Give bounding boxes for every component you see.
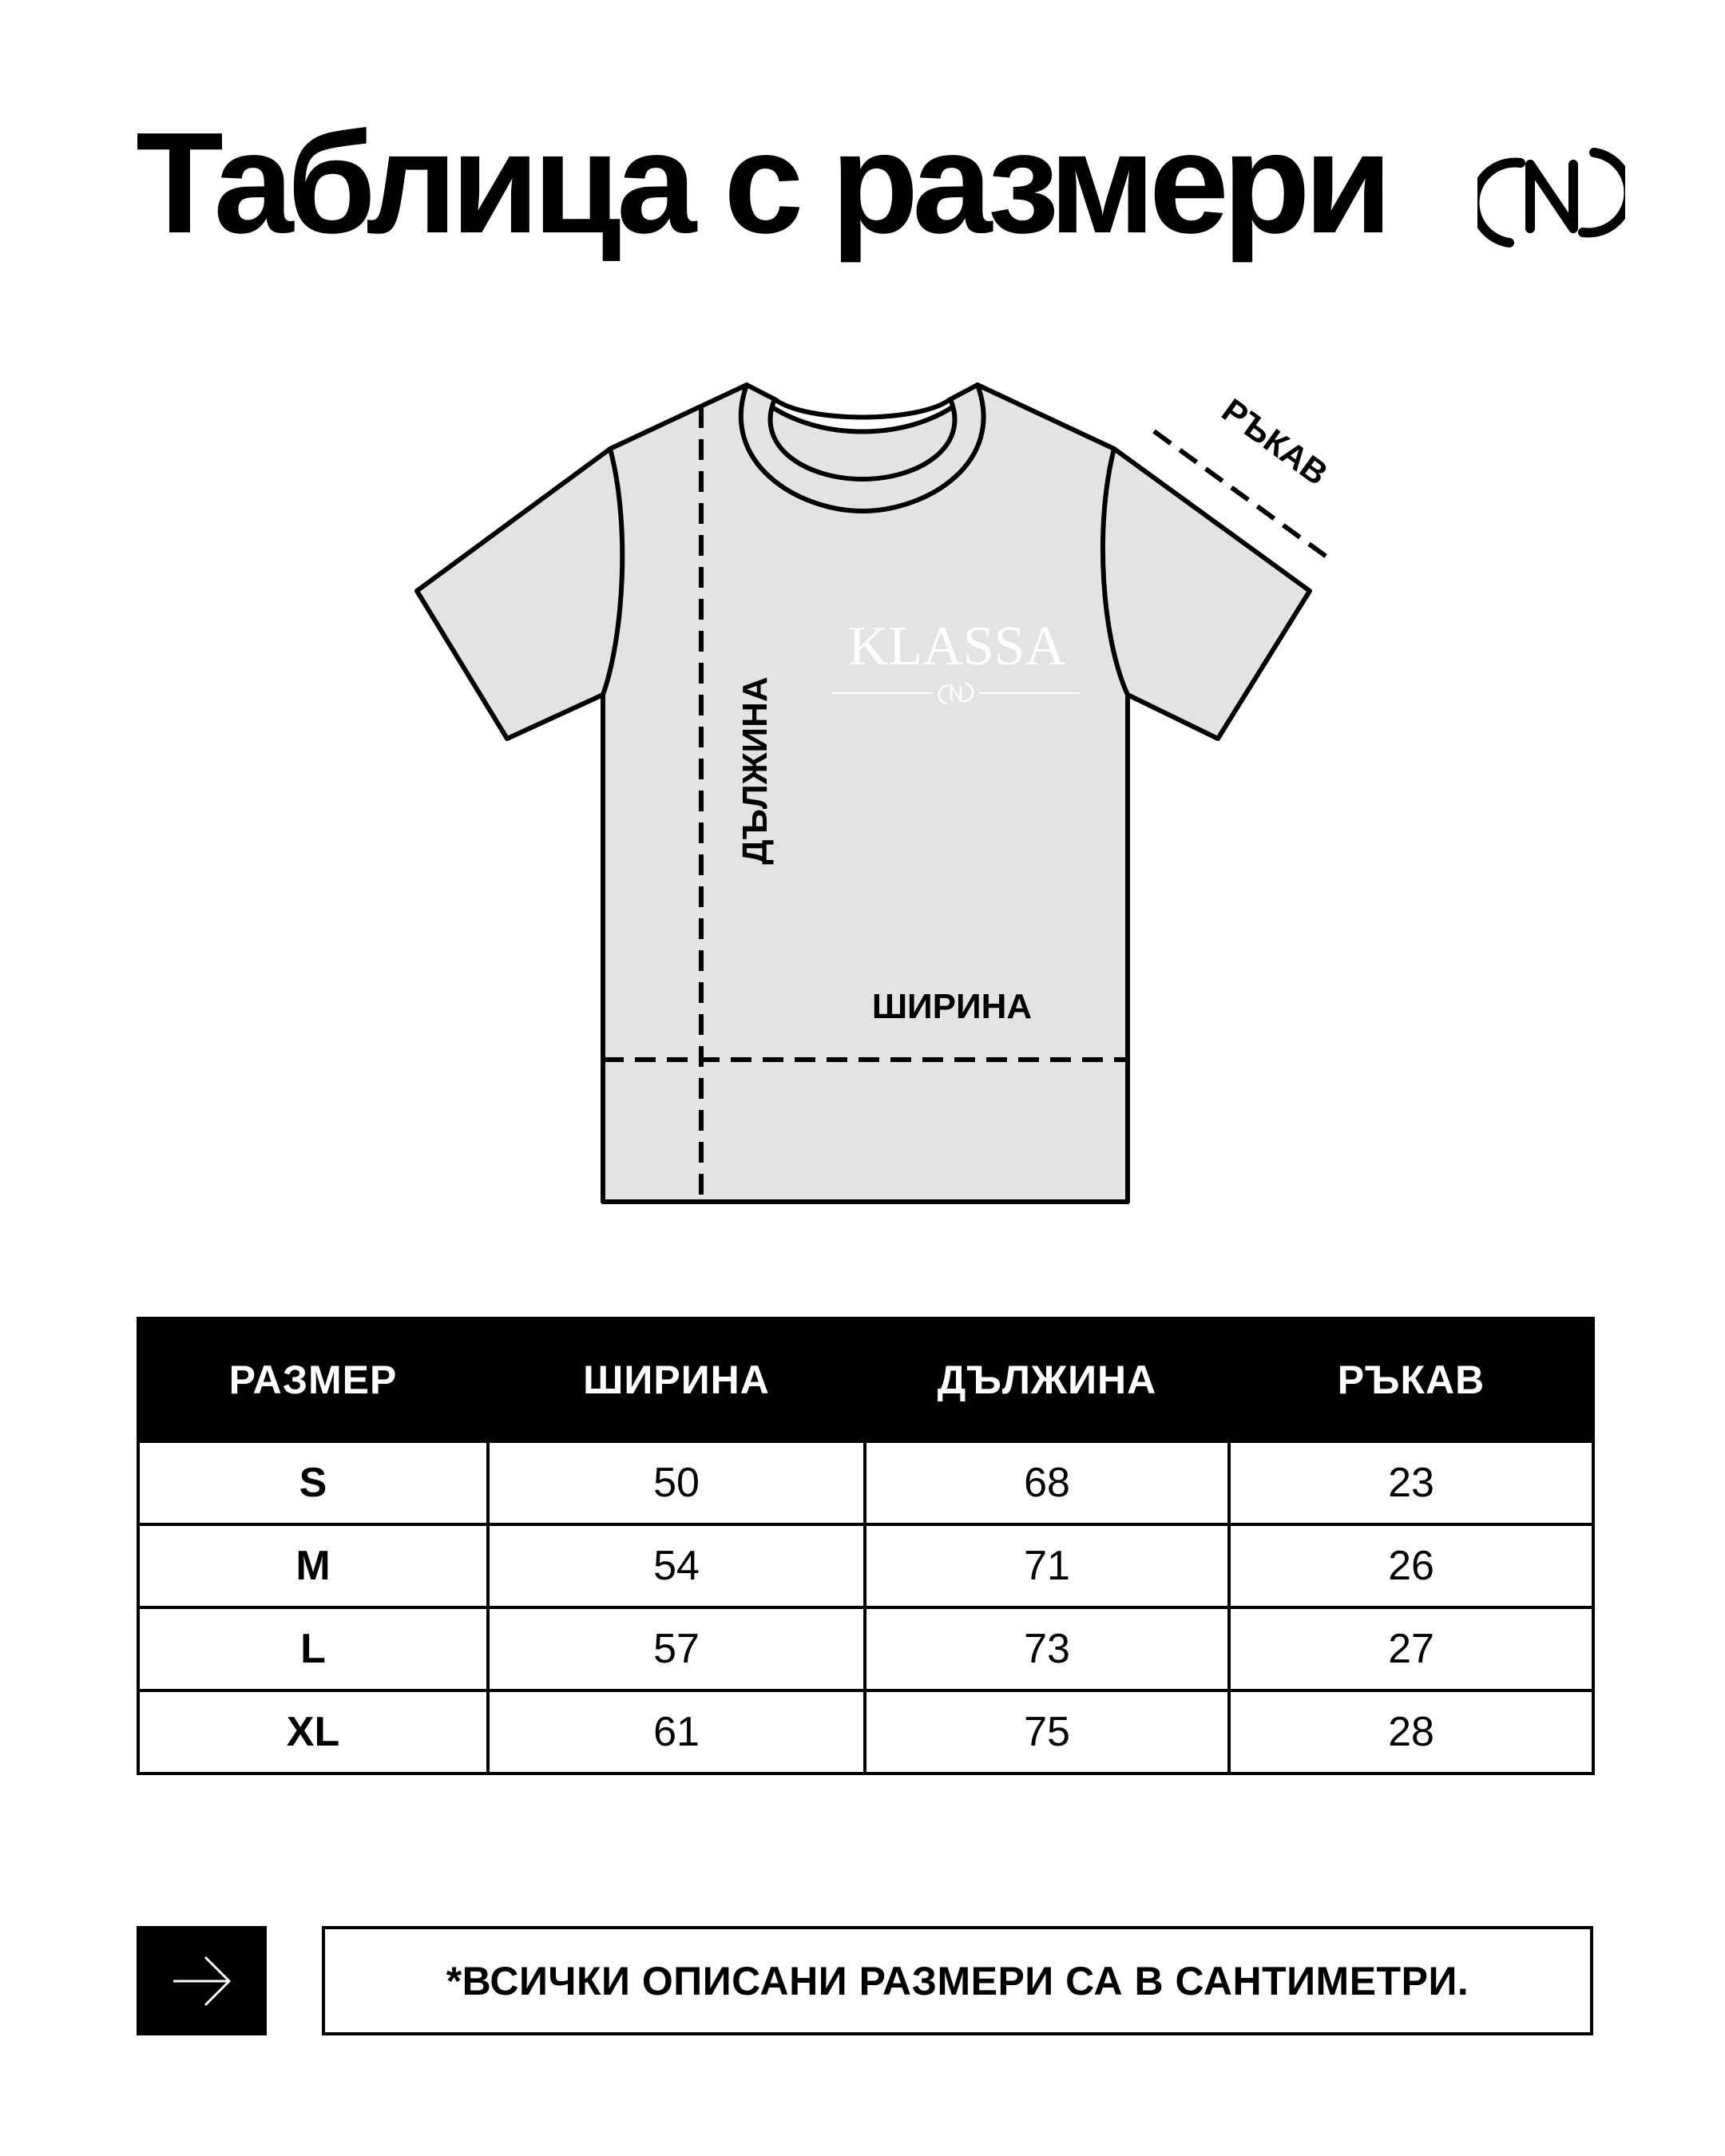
sleeve-label: РЪКАВ: [1215, 390, 1335, 493]
length-cell: 71: [865, 1524, 1229, 1607]
size-cell: S: [138, 1441, 488, 1524]
sleeve-cell: 23: [1229, 1441, 1593, 1524]
length-cell: 73: [865, 1607, 1229, 1690]
width-cell: 50: [488, 1441, 865, 1524]
width-label: ШИРИНА: [871, 987, 1033, 1026]
size-cell: M: [138, 1524, 488, 1607]
width-cell: 57: [488, 1607, 865, 1690]
width-cell: 61: [488, 1690, 865, 1774]
print-brand-text: KLASSA: [847, 616, 1066, 677]
units-note-text: *ВСИЧКИ ОПИСАНИ РАЗМЕРИ СА В САНТИМЕТРИ.: [446, 1958, 1469, 2003]
sleeve-cell: 28: [1229, 1690, 1593, 1774]
sleeve-cell: 26: [1229, 1524, 1593, 1607]
arrow-badge: [137, 1926, 267, 2035]
table-header-row: [138, 1318, 1593, 1441]
sleeve-cell: 27: [1229, 1607, 1593, 1690]
page-title: Таблица с размери: [136, 103, 1386, 264]
width-cell: 54: [488, 1524, 865, 1607]
arrow-right-icon: [170, 1953, 234, 2009]
header-size: РАЗМЕР: [138, 1318, 488, 1441]
header-length: ДЪЛЖИНА: [865, 1318, 1229, 1441]
size-table: [137, 1317, 1595, 1775]
units-note: [322, 1926, 1593, 2035]
length-cell: 75: [865, 1690, 1229, 1774]
size-cell: L: [138, 1607, 488, 1690]
header-width: ШИРИНА: [488, 1318, 865, 1441]
header-sleeve: РЪКАВ: [1229, 1318, 1593, 1441]
size-cell: XL: [138, 1690, 488, 1774]
table-row: [138, 1607, 1593, 1690]
table-row: [138, 1524, 1593, 1607]
table-row: [138, 1690, 1593, 1774]
collar-inner: [775, 399, 950, 418]
length-label: ДЪЛЖИНА: [736, 676, 775, 865]
length-cell: 68: [865, 1441, 1229, 1524]
table-row: [138, 1441, 1593, 1524]
